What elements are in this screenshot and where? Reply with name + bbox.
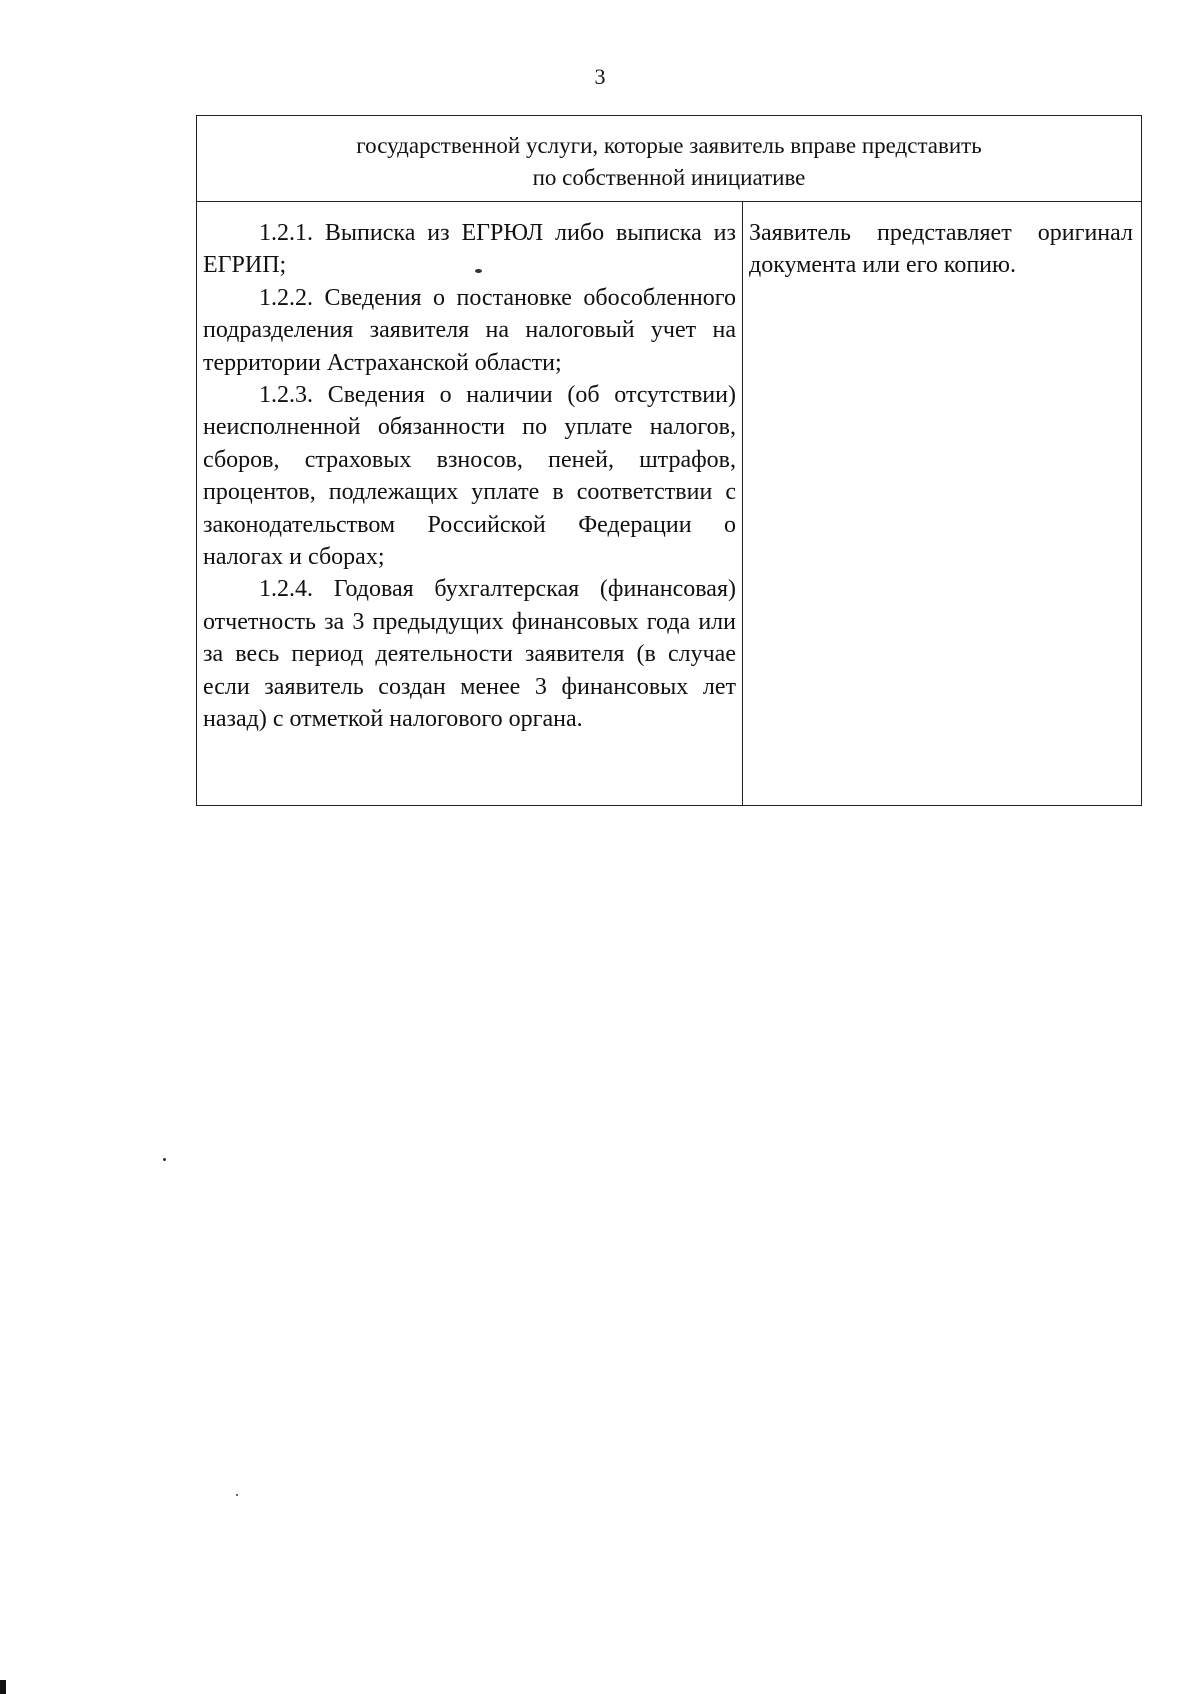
submission-note: Заявитель представляет оригинал документа или его копию.	[749, 220, 1133, 279]
scan-speck	[163, 1158, 166, 1161]
scan-speck	[236, 1494, 238, 1496]
document-item-1-2-4: 1.2.4. Годовая бухгалтерская (финансовая) отчетность за 3 предыдущих финансовых года или за весь период деятельности заявителя (в случае если заявитель создан менее 3 финансовых лет назад) с отметкой налогового органа.	[203, 576, 736, 733]
documents-list-cell	[197, 202, 743, 805]
document-item-1-2-1: 1.2.1. Выписка из ЕГРЮЛ либо выписка из ЕГРИП;	[203, 220, 736, 279]
table-header-line-2: по собственной инициативе	[532, 165, 806, 190]
table-header	[197, 116, 1141, 202]
requirements-table	[196, 115, 1142, 806]
document-item-1-2-3: 1.2.3. Сведения о наличии (об отсутствии) неисполненной обязанности по уплате налогов, сборов, страховых взносов, пеней, штрафов, процентов, подлежащих уплате в соответствии с законодательством Российской Федерации о налогах и сборах;	[203, 382, 736, 571]
document-item-1-2-2: 1.2.2. Сведения о постановке обособленного подразделения заявителя на налоговый учет на территории Астраханской области;	[203, 284, 736, 376]
table-row	[197, 202, 1141, 805]
scan-speck	[475, 269, 482, 273]
page-number: 3	[594, 64, 606, 89]
submission-note-cell	[743, 202, 1141, 805]
table-header-line-1: государственной услуги, которые заявитель вправе представить	[356, 133, 982, 158]
scan-edge-mark	[0, 1680, 6, 1694]
